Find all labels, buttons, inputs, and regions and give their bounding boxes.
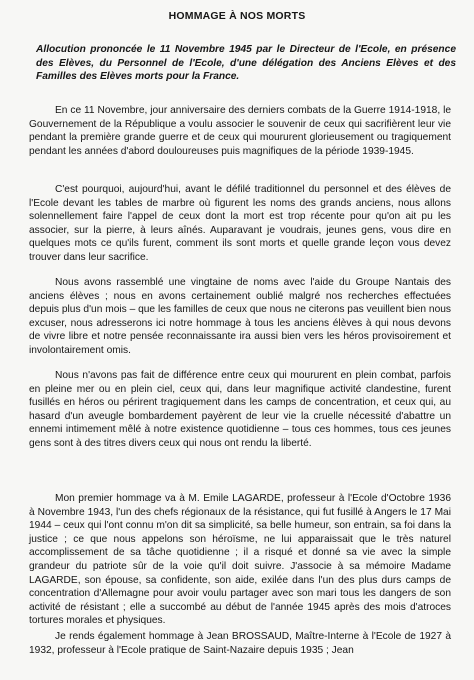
paragraph-6: Je rends également hommage à Jean BROSSAUD, Maître-Interne à l'Ecole de 1927 à 1932, professeur à l'Ecole pratique de Saint-Nazaire depuis 1935 ; Jean — [29, 631, 451, 656]
paragraph-5: Mon premier hommage va à M. Emile LAGARDE, professeur à l'Ecole d'Octobre 1936 à Novembre 1943, l'un des chefs régionaux de la résistance, qui fut fusillé à Angers le 17 Mai 1944 – ceux qui l'ont connu m'on dit sa simplicité, sa belle humeur, son entrain, sa foi dans la justice ; ce que nous appelons son héroïsme, ne lui apparaissait que le très naturel accomplissement de sa tâche quotidienne ; il a risqué et donné sa vie avec la simple grandeur du patriote sûr de la voie qu'il doit suivre. J'associe à sa mémoire Madame LAGARDE, son épouse, sa confidente, son aide, exilée dans l'un des plus durs camps de concentration d'Allemagne pour avoir voulu partager avec son mari tous les dangers de son activité de résistant ; elle a succombé au début de l'année 1945 après des mois d'atroces tortures morales et physiques. — [29, 493, 451, 627]
paragraph-3: Nous avons rassemblé une vingtaine de noms avec l'aide du Groupe Nantais des anciens élèves ; nous en avons certainement oublié malgré nos recherches effectuées depuis plus d'un mois – que les familles de ceux que nous ne citerons pas veuillent bien nous excuser, nous adresserons ici notre hommage à tous les anciens élèves à qui nous devons de vivre libre et notre pensée reconnaissante ira aussi bien vers les héros provisoirement et involontairement omis. — [29, 277, 451, 356]
paragraph-4: Nous n'avons pas fait de différence entre ceux qui moururent en plein combat, parfois en pleine mer ou en plein ciel, ceux qui, dans leur magnifique activité clandestine, furent fusillés en héros ou périrent tragiquement dans les camps de concentration, et ceux qui, au hasard d'un aveugle bombardement payèrent de leur vie la cruelle nécessité d'abattre un ennemi intimement mêlé à notre existence quotidienne – tous ces hommes, tous ces jeunes gens sont à des titres divers ceux qui nous ont rendu la liberté. — [29, 370, 451, 449]
intro-paragraph: Allocution prononcée le 11 Novembre 1945 par le Directeur de l'Ecole, en présence des Elèves, du Personnel de l'Ecole, d'une délégation des Anciens Elèves et des Familles des Elèves morts pour la France. — [36, 44, 456, 83]
paragraph-2: C'est pourquoi, aujourd'hui, avant le défilé traditionnel du personnel et des élèves de l'Ecole devant les tables de marbre où figurent les noms des grands anciens, nous allons solennellement faire l'appel de ceux dont la mort est trop récente pour qu'on ait pu les associer, sur la pierre, à leurs aînés. Auparavant je voudrais, jeunes gens, vous dire en quelques mots ce qu'ils furent, comment ils sont morts et quelle grande leçon vous devez trouver dans leur sacrifice. — [29, 184, 451, 263]
paragraph-1: En ce 11 Novembre, jour anniversaire des derniers combats de la Guerre 1914-1918, le Gouvernement de la République a voulu associer le souvenir de ceux qui sacrifièrent leur vie pendant la première grande guerre et de ceux qui moururent glorieusement ou tragiquement pendant les années d'abord douloureuses puis magnifiques de la période 1939-1945. — [29, 105, 451, 157]
document-title: HOMMAGE À NOS MORTS — [168, 10, 306, 22]
